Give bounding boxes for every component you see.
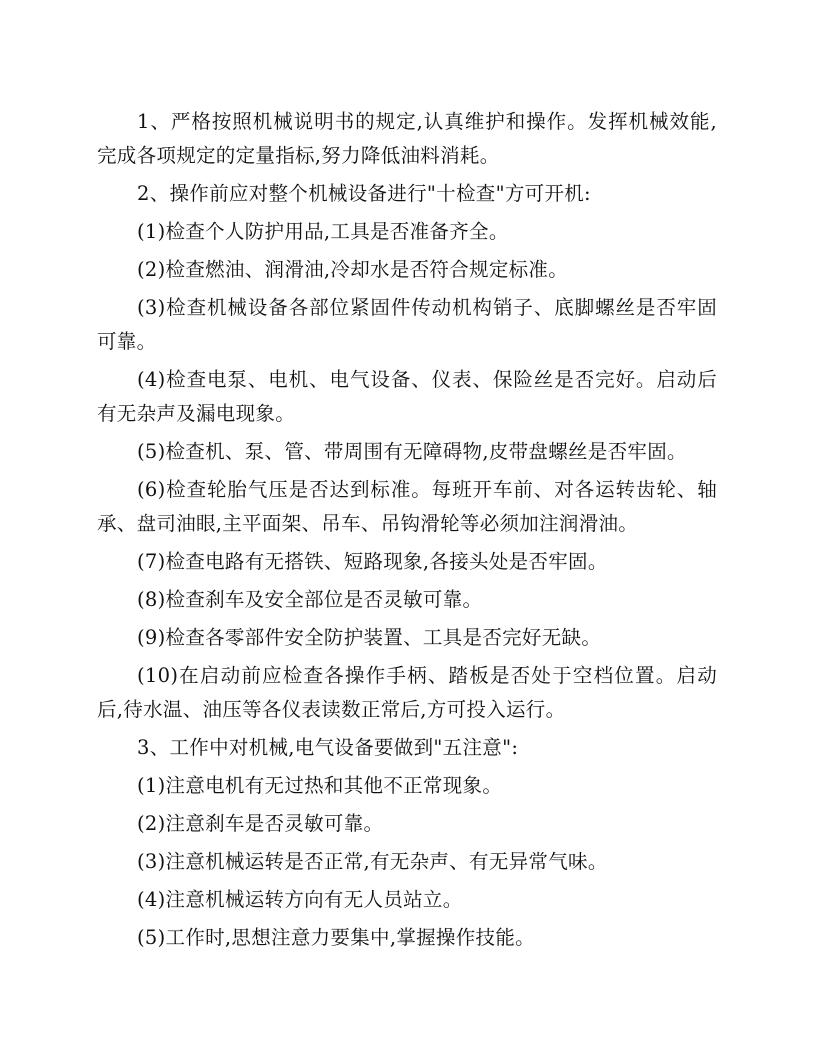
paragraph-attention-2: (2)注意刹车是否灵敏可靠。 xyxy=(137,812,384,835)
paragraph-check-3: (3)检查机械设备各部位紧固件传动机构销子、底脚螺丝是否牢固可靠。 xyxy=(97,296,717,353)
paragraph-check-6: (6)检查轮胎气压是否达到标准。每班开车前、对各运转齿轮、轴承、盘司油眼,主平面架、吊车、吊钩滑轮等必须加注润滑油。 xyxy=(97,478,717,535)
paragraph-check-9: (9)检查各零部件安全防护装置、工具是否完好无缺。 xyxy=(137,626,602,649)
paragraph-item-2: 2、操作前应对整个机械设备进行"十检查"方可开机: xyxy=(137,182,591,205)
document-page xyxy=(97,105,717,959)
paragraph-check-8: (8)检查刹车及安全部位是否灵敏可靠。 xyxy=(137,588,483,611)
paragraph-item-1: 1、严格按照机械说明书的规定,认真维护和操作。发挥机械效能,完成各项规定的定量指标,努力降低油料消耗。 xyxy=(97,110,717,167)
paragraph-check-5: (5)检查机、泵、管、带周围有无障碍物,皮带盘螺丝是否牢固。 xyxy=(137,440,687,463)
paragraph-check-4: (4)检查电泵、电机、电气设备、仪表、保险丝是否完好。启动后有无杂声及漏电现象。 xyxy=(97,368,717,425)
paragraph-check-2: (2)检查燃油、润滑油,冷却水是否符合规定标准。 xyxy=(137,258,569,281)
paragraph-item-3: 3、工作中对机械,电气设备要做到"五注意": xyxy=(137,736,519,759)
paragraph-check-10: (10)在启动前应检查各操作手柄、踏板是否处于空档位置。启动后,待水温、油压等各仪表读数正常后,方可投入运行。 xyxy=(97,664,717,721)
paragraph-attention-4: (4)注意机械运转方向有无人员站立。 xyxy=(137,888,463,911)
paragraph-attention-5: (5)工作时,思想注意力要集中,掌握操作技能。 xyxy=(137,926,535,949)
paragraph-attention-1: (1)注意电机有无过热和其他不正常现象。 xyxy=(137,774,503,797)
paragraph-attention-3: (3)注意机械运转是否正常,有无杂声、有无异常气味。 xyxy=(137,850,608,873)
paragraph-check-7: (7)检查电路有无搭铁、短路现象,各接头处是否牢固。 xyxy=(137,550,608,573)
paragraph-check-1: (1)检查个人防护用品,工具是否准备齐全。 xyxy=(137,220,509,243)
